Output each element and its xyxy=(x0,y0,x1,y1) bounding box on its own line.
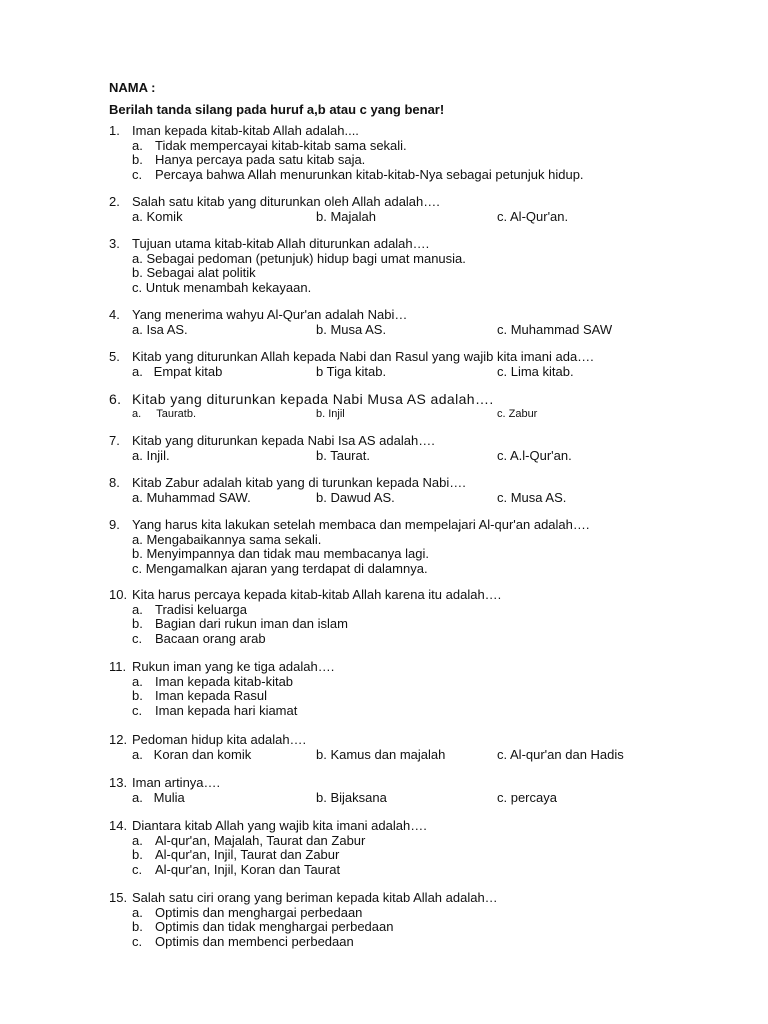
option-a: a. Sebagai pedoman (petunjuk) hidup bagi umat manusia. xyxy=(132,250,466,266)
question-text: Kitab yang diturunkan kepada Nabi Isa AS adalah…. xyxy=(132,433,435,448)
question-4 xyxy=(109,308,612,337)
option-b: b. Injil xyxy=(316,407,345,420)
option-a: a. Injil. xyxy=(132,447,170,463)
option-b: b. Taurat. xyxy=(316,447,370,463)
question-text: Tujuan utama kitab-kitab Allah diturunkan adalah…. xyxy=(132,236,430,251)
option-c: c. Al-qur'an dan Hadis xyxy=(497,746,624,762)
option-a: a. Mengabaikannya sama sekali. xyxy=(132,531,322,547)
option-letter: a. xyxy=(132,832,143,848)
question-11 xyxy=(109,660,334,718)
question-number: 14. xyxy=(109,818,128,833)
question-text: Salah satu kitab yang diturunkan oleh Allah adalah…. xyxy=(132,194,440,209)
option-b: b. Kamus dan majalah xyxy=(316,746,446,762)
option-b: b. Majalah xyxy=(316,208,376,224)
question-14 xyxy=(109,819,427,877)
question-text: Yang harus kita lakukan setelah membaca dan mempelajari Al-qur'an adalah…. xyxy=(132,517,590,532)
option-text: Iman kepada kitab-kitab xyxy=(155,673,294,689)
option-text: Tidak mempercayai kitab-kitab sama sekali. xyxy=(155,137,407,153)
question-number: 9. xyxy=(109,517,120,532)
option-text: Al-qur'an, Injil, Koran dan Taurat xyxy=(155,861,341,877)
question-6 xyxy=(109,392,537,421)
question-5 xyxy=(109,350,594,379)
question-text: Kitab yang diturunkan kepada Nabi Musa AS adalah…. xyxy=(132,391,494,407)
option-letter: b. xyxy=(132,152,143,168)
name-label: NAMA : xyxy=(109,80,156,95)
option-text: Bacaan orang arab xyxy=(155,630,266,646)
question-12 xyxy=(109,733,624,762)
question-text: Rukun iman yang ke tiga adalah…. xyxy=(132,659,335,674)
question-text: Pedoman hidup kita adalah…. xyxy=(132,732,307,747)
option-c: c. Muhammad SAW xyxy=(497,321,613,337)
question-13 xyxy=(109,776,557,805)
option-text: Tradisi keluarga xyxy=(155,601,248,617)
question-9 xyxy=(109,518,590,576)
option-letter: b. xyxy=(132,919,143,935)
question-3 xyxy=(109,237,466,295)
question-8 xyxy=(109,476,566,505)
option-text: Optimis dan menghargai perbedaan xyxy=(155,904,363,920)
option-a: a. Komik xyxy=(132,208,183,224)
option-c: c. Lima kitab. xyxy=(497,363,574,379)
question-text: Kitab yang diturunkan Allah kepada Nabi dan Rasul yang wajib kita imani ada…. xyxy=(132,349,594,364)
option-c: c. Musa AS. xyxy=(497,489,567,505)
option-letter: a. xyxy=(132,904,143,920)
option-text: Iman kepada Rasul xyxy=(155,688,268,704)
question-1 xyxy=(109,124,584,182)
question-7 xyxy=(109,434,572,463)
question-text: Yang menerima wahyu Al-Qur'an adalah Nabi… xyxy=(132,307,408,322)
option-letter: c. xyxy=(132,702,143,718)
question-number: 1. xyxy=(109,123,120,138)
question-number: 12. xyxy=(109,732,128,747)
option-text: Al-qur'an, Injil, Taurat dan Zabur xyxy=(155,847,340,863)
question-number: 2. xyxy=(109,194,120,209)
option-a: a. Tauratb. xyxy=(132,407,197,420)
option-text: Optimis dan membenci perbedaan xyxy=(155,933,354,949)
option-b: b. Musa AS. xyxy=(316,321,387,337)
option-a: a. Koran dan komik xyxy=(132,746,252,762)
question-number: 7. xyxy=(109,433,120,448)
option-text: Optimis dan tidak menghargai perbedaan xyxy=(155,919,394,935)
question-number: 4. xyxy=(109,307,120,322)
question-number: 6. xyxy=(109,391,122,407)
option-b: b. Sebagai alat politik xyxy=(132,265,256,281)
option-letter: c. xyxy=(132,861,143,877)
question-number: 3. xyxy=(109,236,120,251)
option-letter: c. xyxy=(132,166,143,182)
option-a: a. Isa AS. xyxy=(132,321,188,337)
question-text: Salah satu ciri orang yang beriman kepada kitab Allah adalah… xyxy=(132,890,498,905)
option-a: a. Mulia xyxy=(132,789,185,805)
option-letter: a. xyxy=(132,601,143,617)
question-number: 11. xyxy=(109,659,127,674)
option-text: Bagian dari rukun iman dan islam xyxy=(155,616,348,632)
option-text: Al-qur'an, Majalah, Taurat dan Zabur xyxy=(155,832,366,848)
option-c: c. Mengamalkan ajaran yang terdapat di dalamnya. xyxy=(132,560,428,576)
option-letter: a. xyxy=(132,673,143,689)
option-b: b Tiga kitab. xyxy=(316,363,387,379)
option-text: Hanya percaya pada satu kitab saja. xyxy=(155,152,366,168)
question-15 xyxy=(109,891,498,949)
option-letter: c. xyxy=(132,630,143,646)
option-b: b. Menyimpannya dan tidak mau membacanya lagi. xyxy=(132,546,429,562)
instruction: Berilah tanda silang pada huruf a,b atau c yang benar! xyxy=(109,102,445,117)
option-a: a. Muhammad SAW. xyxy=(132,489,251,505)
option-text: Percaya bahwa Allah menurunkan kitab-kitab-Nya sebagai petunjuk hidup. xyxy=(155,166,584,182)
question-text: Iman kepada kitab-kitab Allah adalah.... xyxy=(132,123,359,138)
option-b: b. Dawud AS. xyxy=(316,489,395,505)
question-number: 5. xyxy=(109,349,120,364)
question-text: Kitab Zabur adalah kitab yang di turunkan kepada Nabi…. xyxy=(132,475,466,490)
option-c: c. Zabur xyxy=(497,407,538,420)
option-c: c. Untuk menambah kekayaan. xyxy=(132,279,312,295)
question-number: 10. xyxy=(109,587,128,602)
option-c: c. A.l-Qur'an. xyxy=(497,447,572,463)
question-text: Kita harus percaya kepada kitab-kitab Allah karena itu adalah…. xyxy=(132,587,502,602)
question-number: 15. xyxy=(109,890,128,905)
question-10 xyxy=(109,588,501,646)
option-letter: a. xyxy=(132,137,143,153)
question-text: Iman artinya…. xyxy=(132,775,221,790)
option-letter: b. xyxy=(132,847,143,863)
option-letter: b. xyxy=(132,616,143,632)
question-number: 13. xyxy=(109,775,128,790)
question-number: 8. xyxy=(109,475,120,490)
option-b: b. Bijaksana xyxy=(316,789,387,805)
option-a: a. Empat kitab xyxy=(132,363,223,379)
question-text: Diantara kitab Allah yang wajib kita imani adalah…. xyxy=(132,818,427,833)
option-letter: b. xyxy=(132,688,143,704)
option-c: c. Al-Qur'an. xyxy=(497,208,569,224)
option-c: c. percaya xyxy=(497,789,557,805)
option-text: Iman kepada hari kiamat xyxy=(155,702,298,718)
question-2 xyxy=(109,195,568,224)
option-letter: c. xyxy=(132,933,143,949)
